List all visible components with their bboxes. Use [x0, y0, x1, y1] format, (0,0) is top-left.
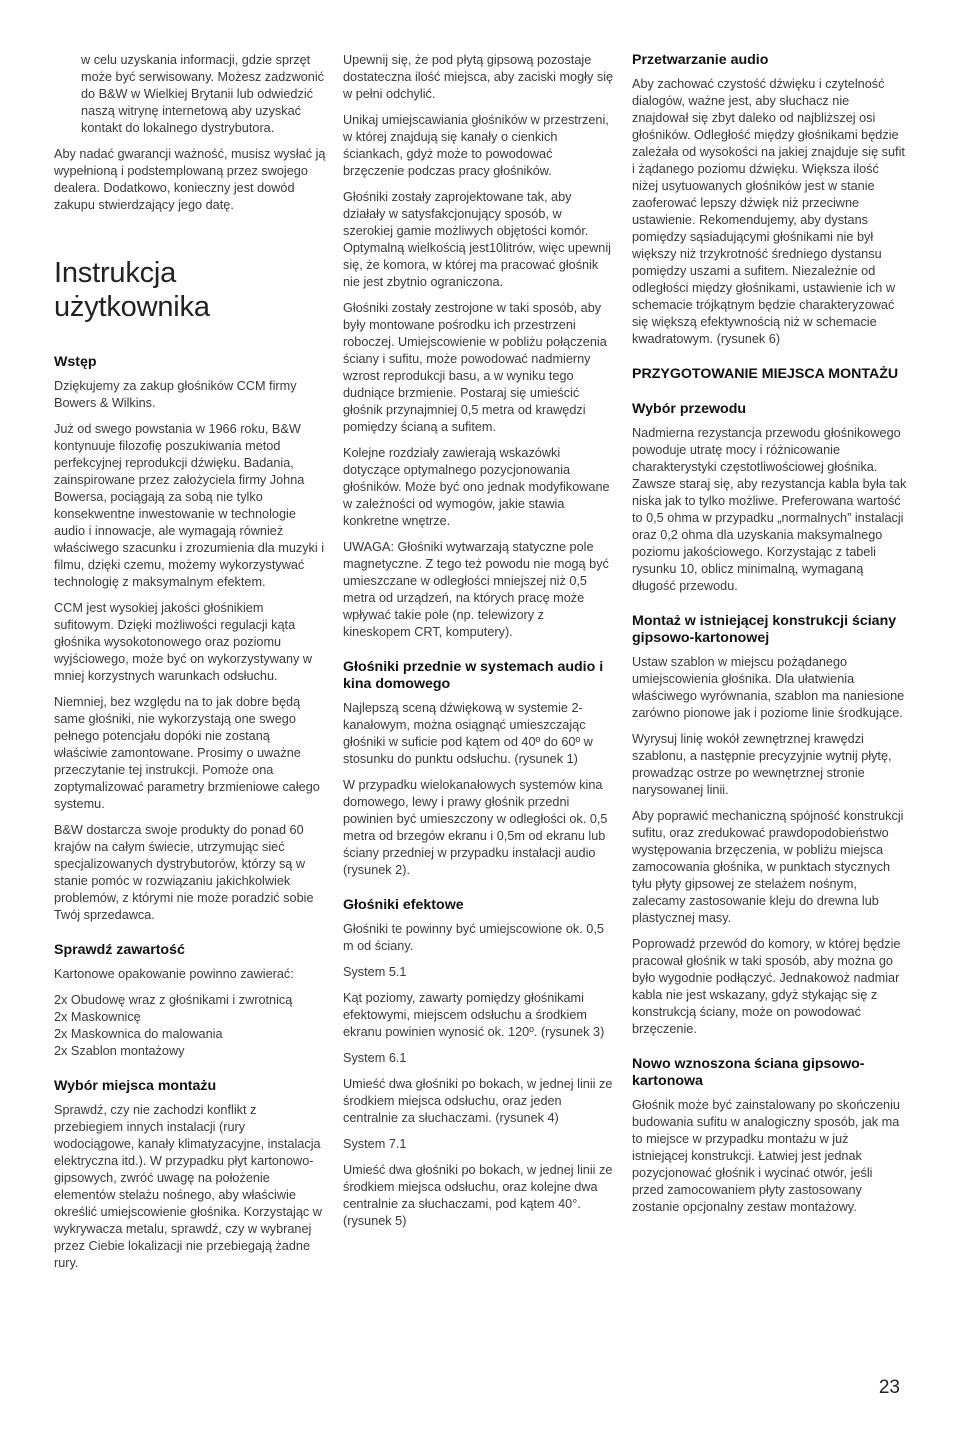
list-item: 2x Szablon montażowy — [54, 1044, 185, 1058]
section-heading: Głośniki efektowe — [343, 897, 464, 913]
paragraph: Dziękujemy za zakup głośników CCM firmy Bowers & Wilkins. — [54, 379, 297, 410]
section-heading: Nowo wznoszona ściana gipsowo-kartonowa — [632, 1056, 865, 1089]
paragraph: Głośnik może być zainstalowany po skończeniu budowania sufitu w analogiczny sposób, jak ma to miejsce w przypadku montażu w już istniejącej konstrukcji. Łatwiej jest jednak pozycjonować głośnik i wycinać otwór, jeśli przed zamocowaniem płyty zastosowany zostanie opcjonalny zestaw montażowy. — [632, 1098, 900, 1214]
paragraph: Aby poprawić mechaniczną spójność konstrukcji sufitu, oraz zredukować prawdopodobieństwo występowania brzęczenia, w pobliżu miejsca zamocowania głośnika, w punktach stycznych tyłu płyty gipsowej ze stelażem nośnym, zalecamy zastosowanie kleju do drewna lub plastycznej masy. — [632, 809, 904, 925]
section-heading: Wybór miejsca montażu — [54, 1078, 217, 1094]
paragraph: UWAGA: Głośniki wytwarzają statyczne pole magnetyczne. Z tego też powodu nie mogą być umieszczane w odległości mniejszej niż 0,5 metra od urządzeń, na których pracę może wpływać takie pole (np. telewizory z kineskopem CRT, komputery). — [343, 540, 609, 639]
subheading-system: System 6.1 — [343, 1051, 407, 1065]
paragraph: CCM jest wysokiej jakości głośnikiem sufitowym. Dzięki możliwości regulacji kąta głośnika wysokotonowego oraz poziomu wyjściowego, może być on wykorzystywany w mniej korzystnych warunkach odsłuchu. — [54, 601, 313, 683]
paragraph: Nadmierna rezystancja przewodu głośnikowego powoduje utratę mocy i różnicowanie charakterystyki częstotliwościowej głośnika. Zawsze staraj się, aby rezystancja kabla była tak niska jak to tylko możliwe. Preferowana wartość to 0,5 ohma w przypadku „normalnych” instalacji oraz 0,2 ohma dla uzyskania maksymalnego poziomu jakościowego. Korzystając z tabeli rysunku 10, oblicz minimalną, wymaganą długość przewodu. — [632, 426, 907, 593]
paragraph: Najlepszą sceną dźwiękową w systemie 2-kanałowym, można osiągnąć umieszczając głośniki w suficie pod kątem od 40º do 60º w stosunku do punktu odsłuchu. (rysunek 1) — [343, 701, 593, 766]
paragraph: Głośniki zostały zestrojone w taki sposób, aby były montowane pośrodku ich przestrzeni roboczej. Umiejscowienie w pobliżu połączenia ściany i sufitu, może powodować nadmierny wzrost reprodukcji basu, a w wyniku tego dudniące brzmienie. Postaraj się umieścić głośnik przynajmniej 0,5 metra od krawędzi pomiędzy ścianą a sufitem. — [343, 301, 607, 434]
list-item: 2x Obudowę wraz z głośnikami i zwrotnicą — [54, 993, 293, 1007]
column-3 — [632, 52, 907, 1225]
paragraph: w celu uzyskania informacji, gdzie sprzęt może być serwisowany. Możesz zadzwonić do B&W w Wielkiej Brytanii lub odwiedzić naszą witrynę internetową aby uzyskać kontakt do lokalnego dystrybutora. — [81, 53, 325, 135]
paragraph: Upewnij się, że pod płytą gipsową pozostaje dostateczna ilość miejsca, aby zaciski mogły się w pełni odchylić. — [343, 53, 614, 101]
column-1 — [54, 52, 326, 1281]
section-heading: Wybór przewodu — [632, 401, 747, 417]
paragraph: Niemniej, bez względu na to jak dobre będą same głośniki, nie wykorzystają one swego pełnego potencjału dopóki nie zostaną właściwie zamontowane. Prosimy o uważne przeczytanie tej instrukcji. Pomoże ona zoptymalizować parametry brzmieniowe całego systemu. — [54, 695, 320, 811]
section-heading: PRZYGOTOWANIE MIEJSCA MONTAŻU — [632, 366, 899, 382]
list-item: 2x Maskownicę — [54, 1010, 141, 1024]
contents-list — [54, 992, 326, 1060]
paragraph: Głośniki zostały zaprojektowane tak, aby działały w satysfakcjonujący sposób, w szerokiej gamie możliwych objętości komór. Optymalną wielkością jest10litrów, więc upewnij się, że komora, w której ma pracować głośnik nie jest zbytnio ograniczona. — [343, 190, 611, 289]
paragraph: Już od swego powstania w 1966 roku, B&W kontynuuje filozofię poszukiwania metod perfekcyjnej reprodukcji dźwięku. Badania, zainspirowane przez założyciela firmy Johna Bowersa, pociągają za sobą nie tylko konsekwentne inwestowanie w technologie audio i innowacje, ale wymagają również właściwego szacunku i zrozumienia dla muzyki i filmu, dzięki czemu, możemy wykorzystywać technologię z maksymalnym efektem. — [54, 422, 325, 589]
paragraph: Głośniki te powinny być umiejscowione ok. 0,5 m od ściany. — [343, 922, 604, 953]
paragraph: Umieść dwa głośniki po bokach, w jednej linii ze środkiem miejsca odsłuchu, oraz jeden centralnie za słuchaczami. (rysunek 4) — [343, 1077, 613, 1125]
paragraph: Poprowadź przewód do komory, w której będzie pracował głośnik w taki sposób, aby można go było wygodnie podłączyć. Jednakowoż nadmiar kabla nie jest wskazany, gdyż stykając się z konstrukcją ściany, może on powodować brzęczenie. — [632, 937, 901, 1036]
subheading-system: System 7.1 — [343, 1137, 407, 1151]
section-heading: Montaż w istniejącej konstrukcji ściany gipsowo-kartonowej — [632, 613, 897, 646]
paragraph: Kolejne rozdziały zawierają wskazówki dotyczące optymalnego pozycjonowania głośników. Może być ono jednak modyfikowane w zależności od wymogów, jakie stawia konkretne wnętrze. — [343, 446, 610, 528]
paragraph: Kartonowe opakowanie powinno zawierać: — [54, 967, 294, 981]
paragraph: B&W dostarcza swoje produkty do ponad 60 krajów na całym świecie, utrzymując sieć specjalizowanych dystrybutorów, którzy są w stanie pomóc w rozwiązaniu jakichkolwiek problemów, z którymi nie może poradzić sobie Twój sprzedawca. — [54, 823, 314, 922]
paragraph: Wyrysuj linię wokół zewnętrznej krawędzi szablonu, a następnie precyzyjnie wytnij płytę, prowadząc ostrze po wewnętrznej stronie narysowanej linii. — [632, 732, 892, 797]
section-heading: Przetwarzanie audio — [632, 52, 769, 68]
list-item: 2x Maskownica do malowania — [54, 1027, 223, 1041]
paragraph: Aby nadać gwarancji ważność, musisz wysłać ją wypełnioną i podstemplowaną przez swojego dealera. Dodatkowo, konieczny jest dowód zakupu stwierdzający jego datę. — [54, 147, 326, 212]
page-number: 23 — [878, 1377, 900, 1398]
page-title: Instrukcja użytkownika — [54, 257, 210, 323]
paragraph: Kąt poziomy, zawarty pomiędzy głośnikami efektowymi, miejscem odsłuchu a środkiem ekranu powinien wynosić ok. 120º. (rysunek 3) — [343, 991, 605, 1039]
paragraph: W przypadku wielokanałowych systemów kina domowego, lewy i prawy głośnik przedni powinien być umieszczony w odległości ok. 0,5 metra od brzegów ekranu i 0,5m od ekranu lub ściany przedniej w przypadku instalacji audio (rysunek 2). — [343, 778, 608, 877]
section-heading: Głośniki przednie w systemach audio i kina domowego — [343, 659, 604, 692]
paragraph: Umieść dwa głośniki po bokach, w jednej linii ze środkiem miejsca odsłuchu, oraz kolejne dwa centralnie za słuchaczami, pod kątem 40°. (rysunek 5) — [343, 1163, 613, 1228]
paragraph: Unikaj umiejscawiania głośników w przestrzeni, w której znajdują się kanały o cienkich ściankach, gdyż może to powodować brzęczenie podczas pracy głośników. — [343, 113, 609, 178]
paragraph: Aby zachować czystość dźwięku i czytelność dialogów, ważne jest, aby słuchacz nie znajdował się zbyt daleko od najbliższej osi głośników. Odległość między głośnikami będzie zależała od wysokości na jakiej znajduje się sufit i żądanego poziomu dźwięku. Większa ilość niżej usytuowanych głośników jest w stanie zaoferować lepszy dźwięk niż przeciwne ustawienie. Rekomendujemy, aby dystans pomiędzy sąsiadującymi głośnikami nie był większy niż trzykrotność średniego dystansu pomiędzy uszami a sufitem. Niezależnie od odległości między głośnikami, ustawienie ich w schemacie trójkątnym będzie charakteryzować się większą efektywnością niż w schemacie kwadratowym. (rysunek 6) — [632, 77, 905, 346]
paragraph: Ustaw szablon w miejscu pożądanego umiejscowienia głośnika. Dla ułatwienia właściwego wyrównania, szablon ma naniesione zarówno pionowe jak i poziome linie środkujące. — [632, 655, 905, 720]
section-heading: Sprawdź zawartość — [54, 942, 185, 958]
subheading-system: System 5.1 — [343, 965, 407, 979]
paragraph: Sprawdź, czy nie zachodzi konflikt z przebiegiem innych instalacji (rury wodociągowe, kanały klimatyzacyjne, instalacja elektryczna itd.). W przypadku płyt kartonowo-gipsowych, zwróć uwagę na położenie elementów stelażu nośnego, aby właściwie określić umiejscowienie głośnika. Korzystając w wykrywacza metalu, sprawdź, czy w wybranej przez Ciebie lokalizacji nie przebiegają żadne rury. — [54, 1103, 322, 1270]
column-2 — [343, 52, 615, 1239]
section-heading: Wstęp — [54, 354, 97, 370]
